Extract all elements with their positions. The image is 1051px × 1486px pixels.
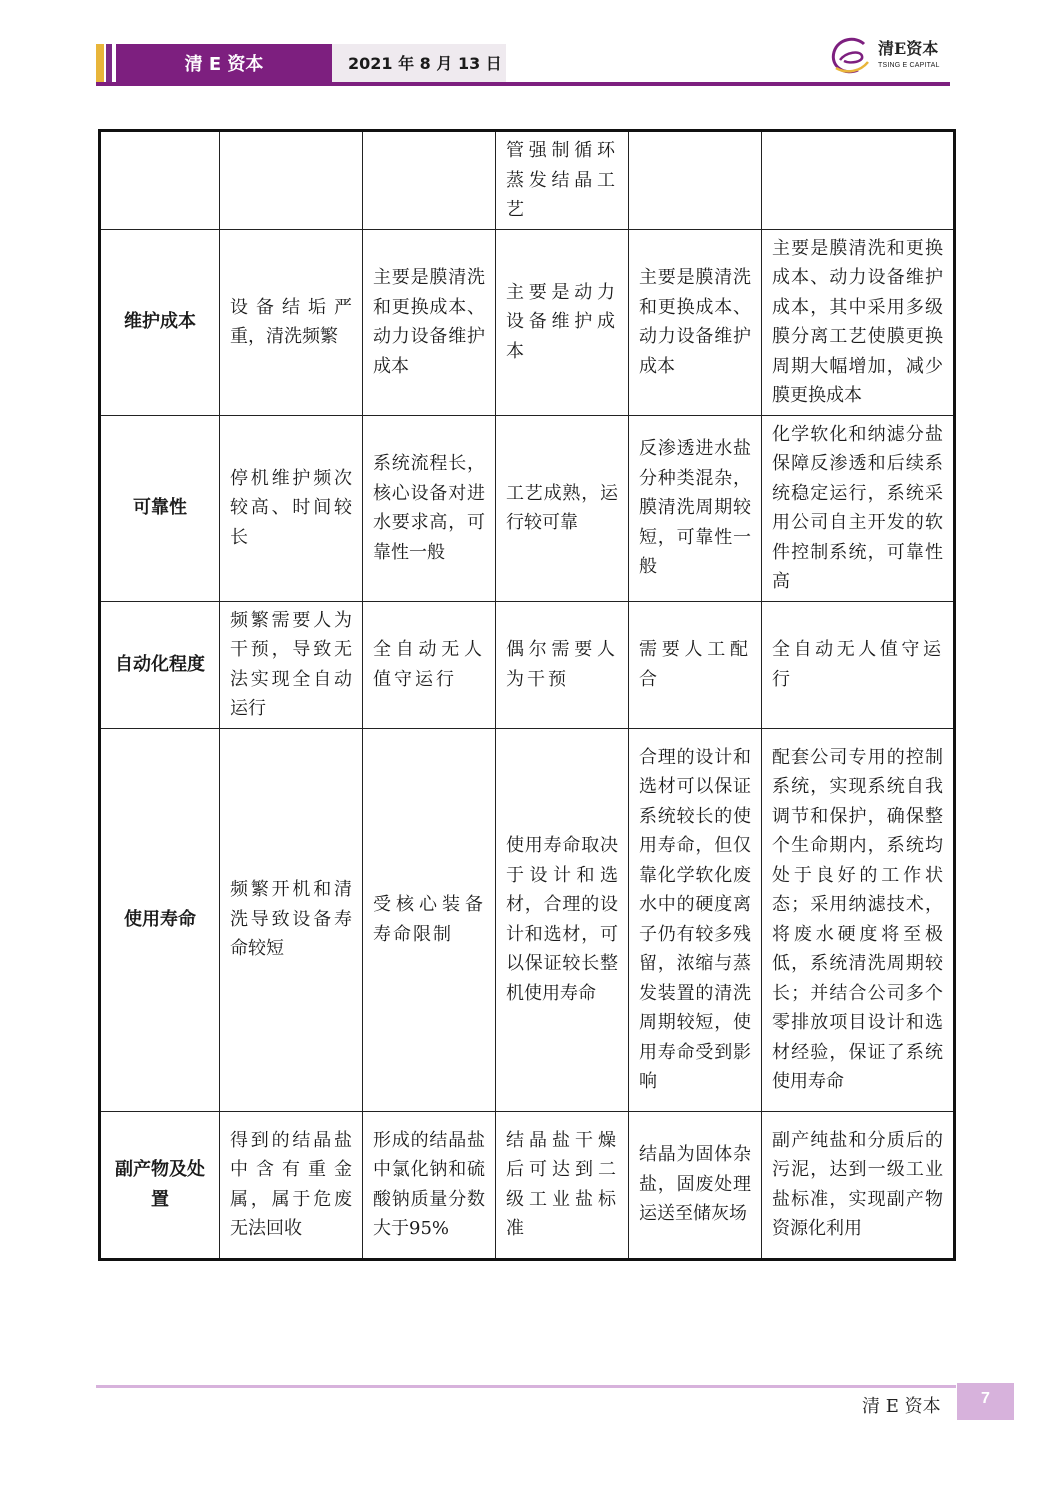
row-header: 可靠性: [100, 415, 220, 601]
table-cell: 使用寿命取决于设计和选材，合理的设计和选材，可以保证较长整机使用寿命: [496, 728, 629, 1111]
table-cell: 结晶盐干燥后可达到二级工业盐标准: [496, 1111, 629, 1259]
table-cell: 反渗透进水盐分种类混杂，膜清洗周期较短，可靠性一般: [629, 415, 762, 601]
table-cell: [629, 131, 762, 230]
row-header: [100, 131, 220, 230]
table-row: [100, 415, 955, 601]
logo-chinese-name: 清E资本: [878, 39, 939, 58]
table-cell: 设备结垢严重，清洗频繁: [220, 229, 363, 415]
table-cell: 副产纯盐和分质后的污泥，达到一级工业盐标准，实现副产物资源化利用: [762, 1111, 955, 1259]
table-row: [100, 1111, 955, 1259]
logo-english-name: TSING E CAPITAL: [878, 62, 940, 69]
page-header: [96, 44, 950, 86]
table-cell: 形成的结晶盐中氯化钠和硫酸钠质量分数大于95%: [363, 1111, 496, 1259]
table-cell: 化学软化和纳滤分盐保障反渗透和后续系统稳定运行，系统采用公司自主开发的软件控制系统，可靠性高: [762, 415, 955, 601]
table-row: [100, 601, 955, 728]
tsing-e-logo-icon: [828, 34, 872, 78]
row-header: 副产物及处置: [100, 1111, 220, 1259]
comparison-table-wrap: [98, 129, 956, 1261]
table-cell: 主要是动力设备维护成本: [496, 229, 629, 415]
row-header: 自动化程度: [100, 601, 220, 728]
table-cell: 管强制循环蒸发结晶工艺: [496, 131, 629, 230]
header-rule: [96, 82, 950, 86]
table-cell: 主要是膜清洗和更换成本、动力设备维护成本，其中采用多级膜分离工艺使膜更换周期大幅增加，减少膜更换成本: [762, 229, 955, 415]
footer-rule: [96, 1385, 956, 1388]
table-cell: [220, 131, 363, 230]
table-row: [100, 131, 955, 230]
header-date: 2021 年 8 月 13 日: [332, 44, 506, 86]
table-cell: 偶尔需要人为干预: [496, 601, 629, 728]
table-cell: 得到的结晶盐中含有重金属，属于危废无法回收: [220, 1111, 363, 1259]
table-cell: 停机维护频次较高、时间较长: [220, 415, 363, 601]
table-cell: [363, 131, 496, 230]
table-cell: 主要是膜清洗和更换成本、动力设备维护成本: [363, 229, 496, 415]
table-row: [100, 728, 955, 1111]
page-number: 7: [957, 1383, 1014, 1420]
table-cell: 受核心装备寿命限制: [363, 728, 496, 1111]
table-cell: 全自动无人值守运行: [363, 601, 496, 728]
header-accent-purple: [106, 44, 112, 86]
table-cell: 工艺成熟，运行较可靠: [496, 415, 629, 601]
header-brand: 清 E 资本: [116, 44, 332, 86]
row-header: 维护成本: [100, 229, 220, 415]
comparison-table: [98, 129, 956, 1261]
table-cell: [762, 131, 955, 230]
table-cell: 系统流程长，核心设备对进水要求高，可靠性一般: [363, 415, 496, 601]
table-row: [100, 229, 955, 415]
table-cell: 配套公司专用的控制系统，实现系统自我调节和保护，确保整个生命期内，系统均处于良好的工作状态；采用纳滤技术，将废水硬度将至极低，系统清洗周期较长；并结合公司多个零排放项目设计和选材经验，保证了系统使用寿命: [762, 728, 955, 1111]
company-logo: [828, 34, 952, 78]
footer-brand: 清 E 资本: [862, 1396, 941, 1417]
table-cell: 频繁需要人为干预，导致无法实现全自动运行: [220, 601, 363, 728]
header-accent-gold: [96, 44, 104, 86]
table-cell: 需要人工配合: [629, 601, 762, 728]
table-cell: 结晶为固体杂盐，固废处理运送至储灰场: [629, 1111, 762, 1259]
row-header: 使用寿命: [100, 728, 220, 1111]
table-cell: 合理的设计和选材可以保证系统较长的使用寿命，但仅靠化学软化废水中的硬度离子仍有较多残留，浓缩与蒸发装置的清洗周期较短，使用寿命受到影响: [629, 728, 762, 1111]
table-cell: 主要是膜清洗和更换成本、动力设备维护成本: [629, 229, 762, 415]
table-cell: 全自动无人值守运行: [762, 601, 955, 728]
table-cell: 频繁开机和清洗导致设备寿命较短: [220, 728, 363, 1111]
